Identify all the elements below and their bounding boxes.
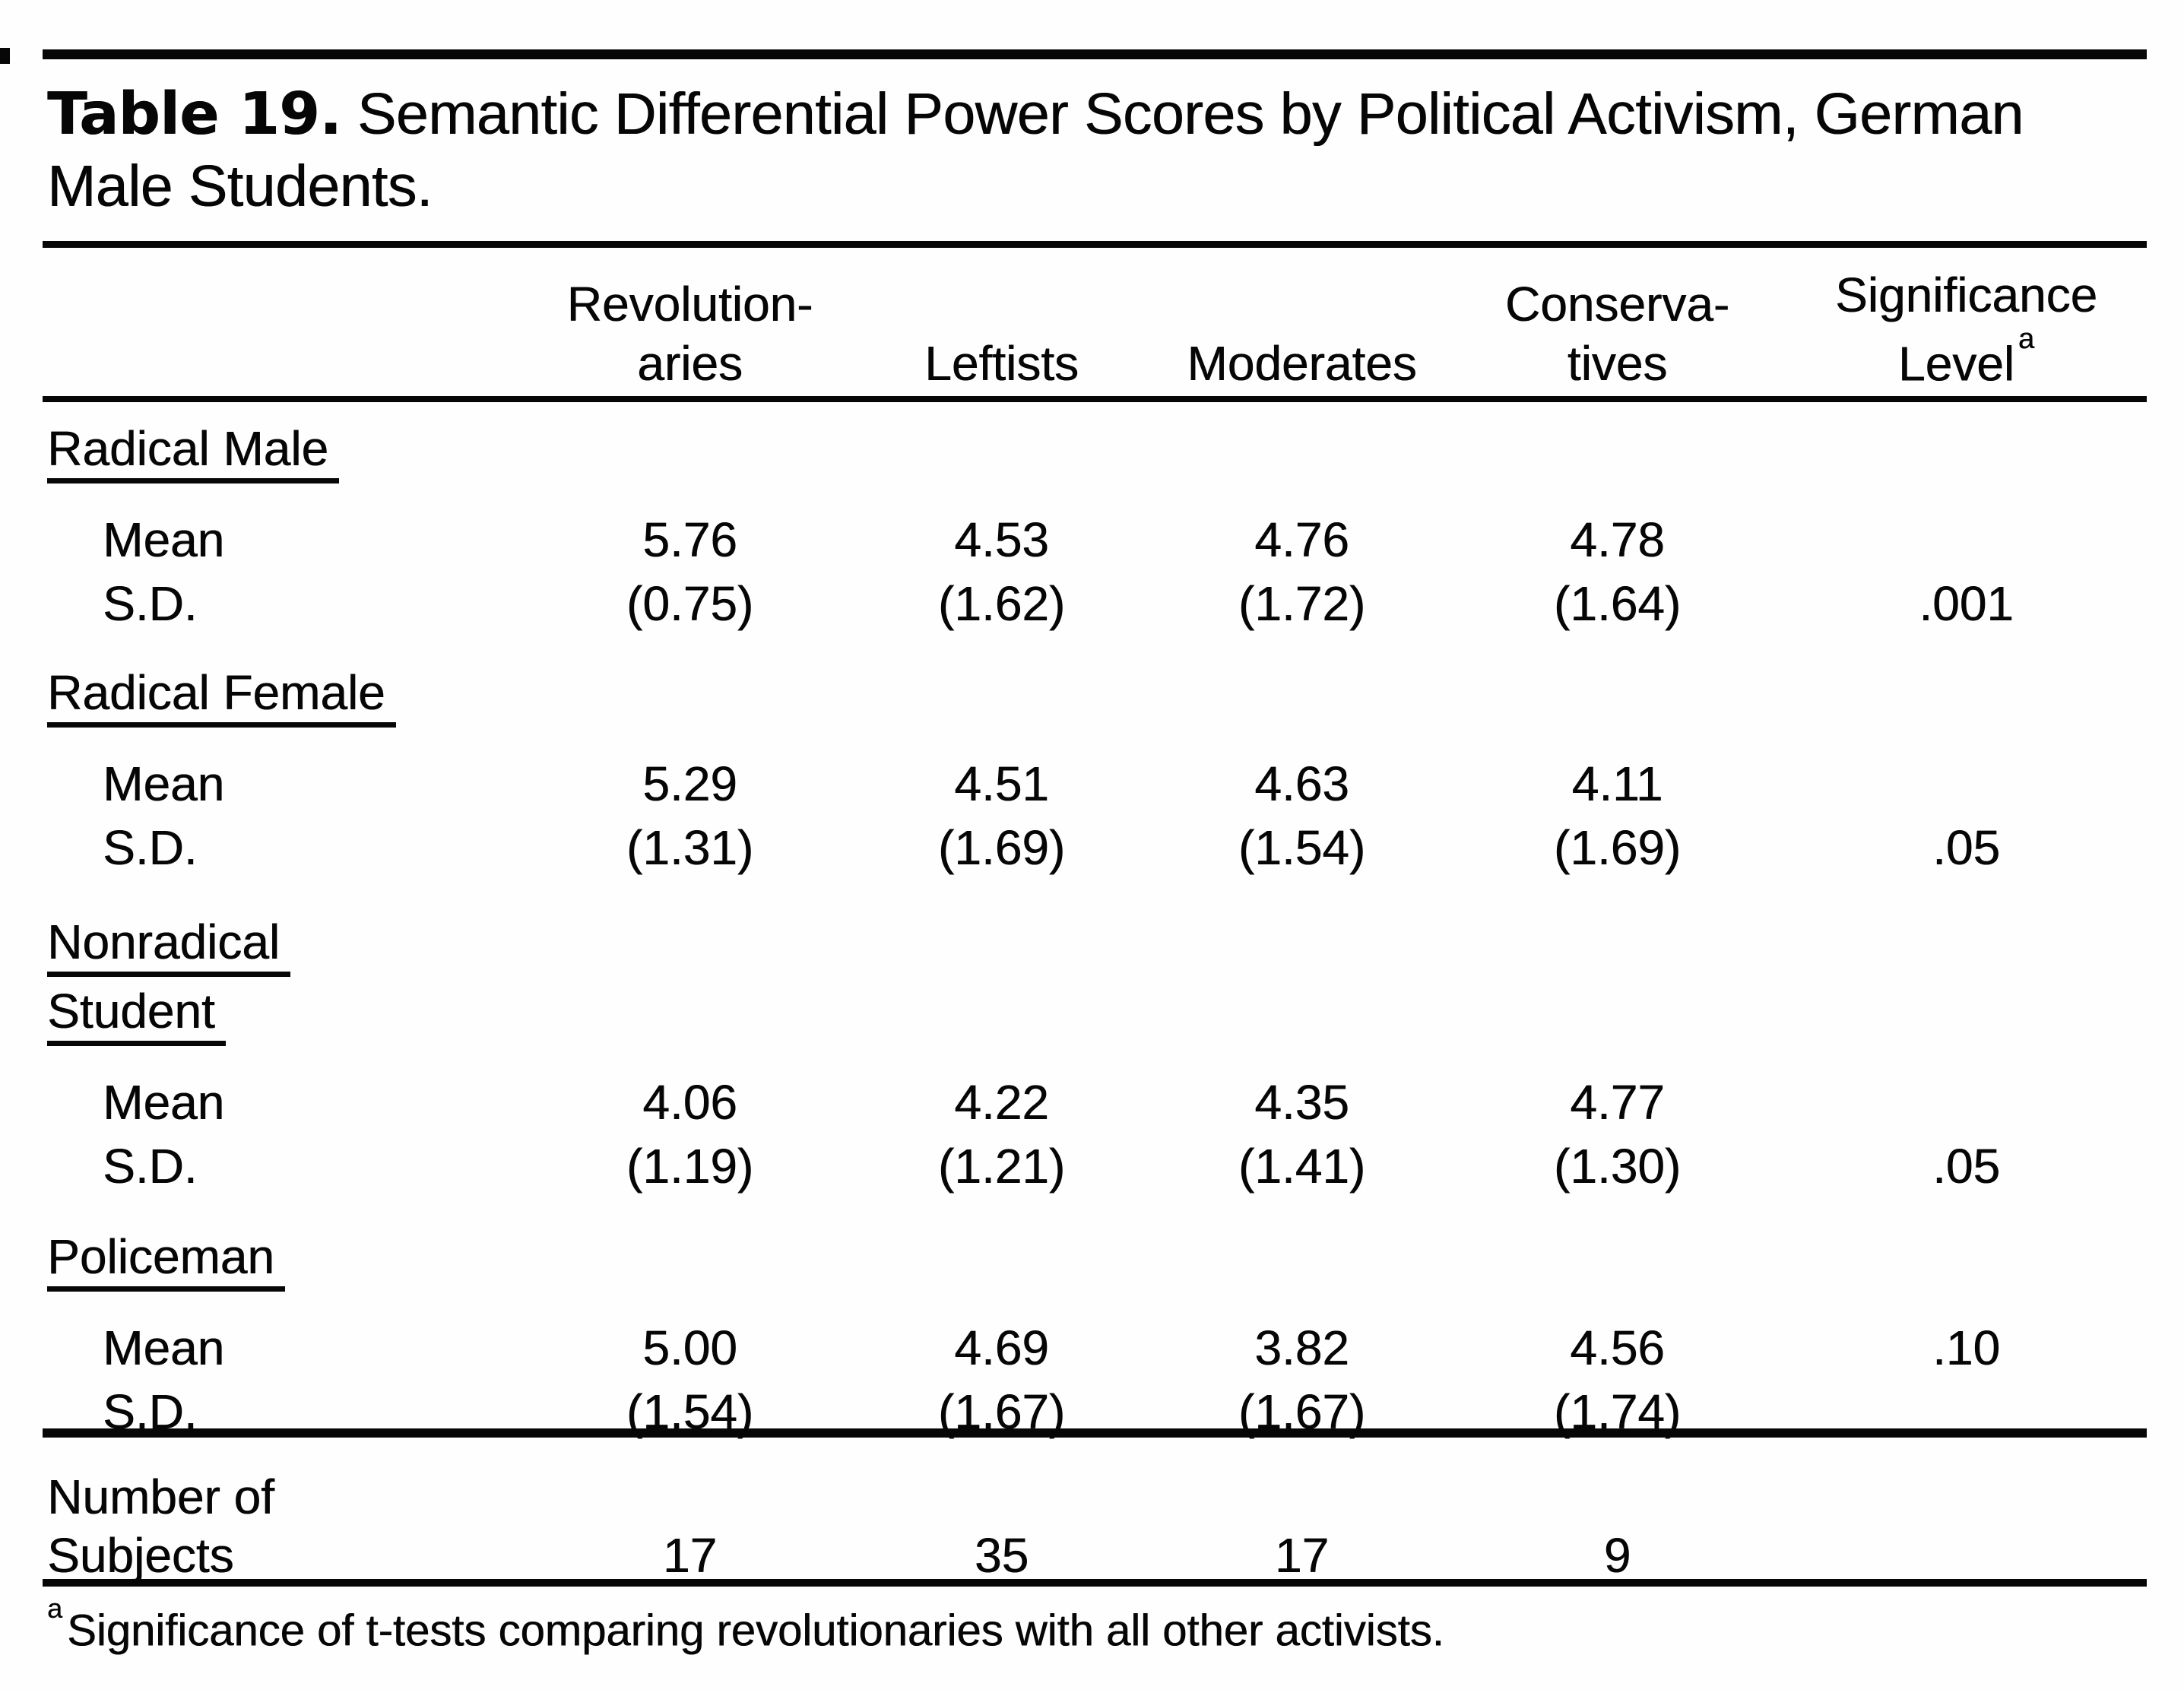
- mean-row: [43, 752, 2184, 816]
- header-separator-rule: [43, 396, 2147, 402]
- sd-row: [43, 816, 2184, 880]
- count-conservatives: 9: [1603, 1528, 1631, 1584]
- value-moderates: (1.54): [1238, 820, 1366, 876]
- header-significance-line1: Significance: [1834, 268, 2098, 322]
- value-conservatives: 4.56: [1570, 1320, 1665, 1376]
- value-leftists: (1.69): [937, 820, 1066, 876]
- value-revolutionaries: 4.06: [642, 1075, 737, 1130]
- value-conservatives: (1.30): [1553, 1139, 1682, 1194]
- value-significance: .05: [1932, 820, 2000, 876]
- row-label: Mean: [103, 1320, 225, 1376]
- mean-row: [43, 508, 2184, 572]
- subjects-label-line1: Number of: [47, 1469, 274, 1525]
- header-significance-line2: Level $^a$: [1897, 323, 2035, 392]
- value-significance: .05: [1932, 1139, 2000, 1194]
- mean-row: [43, 1316, 2184, 1380]
- value-moderates: (1.41): [1238, 1139, 1366, 1194]
- row-label: S.D.: [103, 1384, 198, 1440]
- header-moderates: [1155, 265, 1448, 393]
- row-group-label: Policeman: [47, 1232, 2184, 1292]
- table-title: [47, 78, 2024, 222]
- value-conservatives: (1.74): [1553, 1384, 1682, 1440]
- value-moderates: 4.76: [1254, 512, 1349, 568]
- count-revolutionaries: 17: [662, 1528, 718, 1584]
- value-leftists: (1.21): [937, 1139, 1066, 1194]
- value-revolutionaries: (0.75): [626, 576, 754, 632]
- value-revolutionaries: 5.29: [642, 756, 737, 812]
- row-group-label-line1: Nonradical: [47, 917, 2184, 977]
- header-revolutionaries-line1: Revolution-: [566, 277, 813, 332]
- value-moderates: 3.82: [1254, 1320, 1349, 1376]
- title-separator-rule: [43, 241, 2147, 248]
- header-conservatives-line2: tives: [1567, 336, 1668, 392]
- top-rule: [43, 49, 2147, 59]
- subjects-label: [43, 1468, 532, 1585]
- header-leftists-label: Leftists: [924, 336, 1079, 392]
- number-of-subjects-row: [43, 1468, 2184, 1585]
- sd-row: [43, 1380, 2184, 1444]
- value-conservatives: (1.69): [1553, 820, 1682, 876]
- row-label: S.D.: [103, 1139, 198, 1194]
- table-footnote: [47, 1593, 2184, 1656]
- value-significance: [1786, 1070, 2146, 1134]
- count-moderates: 17: [1274, 1528, 1330, 1584]
- value-leftists: 4.69: [954, 1320, 1049, 1376]
- value-moderates: (1.72): [1238, 576, 1366, 632]
- value-moderates: (1.67): [1238, 1384, 1366, 1440]
- value-conservatives: 4.11: [1571, 756, 1663, 812]
- row-group-label: Radical Female: [47, 667, 2184, 728]
- header-revolutionaries: [532, 265, 848, 393]
- header-significance: [1786, 265, 2146, 393]
- count-significance-empty: [1786, 1584, 2146, 1585]
- value-conservatives: 4.78: [1570, 512, 1665, 568]
- header-conservatives-line1: Conserva-: [1504, 277, 1730, 332]
- value-leftists: 4.53: [954, 512, 1049, 568]
- row-label: S.D.: [103, 576, 198, 632]
- row-label: Mean: [103, 1075, 225, 1130]
- header-revolutionaries-line2: aries: [637, 336, 743, 392]
- value-leftists: (1.67): [937, 1384, 1066, 1440]
- value-leftists: 4.22: [954, 1075, 1049, 1130]
- value-revolutionaries: (1.31): [626, 820, 754, 876]
- table-title-text: Semantic Differential Power Scores by Political Activism, German Male Students.: [47, 81, 2024, 219]
- value-revolutionaries: (1.19): [626, 1139, 754, 1194]
- section-nonradical-student: [0, 917, 2184, 1198]
- row-label: Mean: [103, 756, 225, 812]
- value-significance: .10: [1932, 1320, 2000, 1376]
- value-leftists: (1.62): [937, 576, 1066, 632]
- footnote-text: Significance of t-tests comparing revolutionaries with all other activists.: [67, 1606, 1444, 1656]
- value-conservatives: (1.64): [1553, 576, 1682, 632]
- value-leftists: 4.51: [954, 756, 1049, 812]
- sd-row: [43, 1134, 2184, 1198]
- scan-edge-artifact: [0, 48, 10, 64]
- table-number: Table 19.: [47, 81, 342, 148]
- header-moderates-label: Moderates: [1187, 336, 1417, 392]
- value-significance: .001: [1919, 576, 2014, 632]
- mean-row: [43, 1070, 2184, 1134]
- value-significance: [1786, 1380, 2146, 1444]
- section-radical-female: [0, 667, 2184, 880]
- section-policeman: [0, 1229, 2184, 1444]
- value-revolutionaries: 5.76: [642, 512, 737, 568]
- significance-footnote-marker: a: [2018, 323, 2035, 355]
- header-leftists: [848, 265, 1155, 393]
- header-empty-cell: [43, 265, 532, 393]
- footnote-marker: a: [47, 1593, 63, 1625]
- sd-row: [43, 572, 2184, 636]
- value-revolutionaries: 5.00: [642, 1320, 737, 1376]
- header-conservatives: [1448, 265, 1786, 393]
- section-radical-male: [0, 423, 2184, 636]
- value-significance: [1786, 752, 2146, 816]
- count-leftists: 35: [974, 1528, 1029, 1584]
- value-significance: [1786, 508, 2146, 572]
- row-label: S.D.: [103, 820, 198, 876]
- value-moderates: 4.63: [1254, 756, 1349, 812]
- subjects-label-line2: Subjects: [47, 1528, 234, 1584]
- value-moderates: 4.35: [1254, 1075, 1349, 1130]
- row-label: Mean: [103, 512, 225, 568]
- row-group-label-line2: Student: [47, 986, 2184, 1046]
- column-header-row: [43, 265, 2184, 393]
- row-group-label: Radical Male: [47, 423, 2184, 483]
- value-conservatives: 4.77: [1570, 1075, 1665, 1130]
- value-revolutionaries: (1.54): [626, 1384, 754, 1440]
